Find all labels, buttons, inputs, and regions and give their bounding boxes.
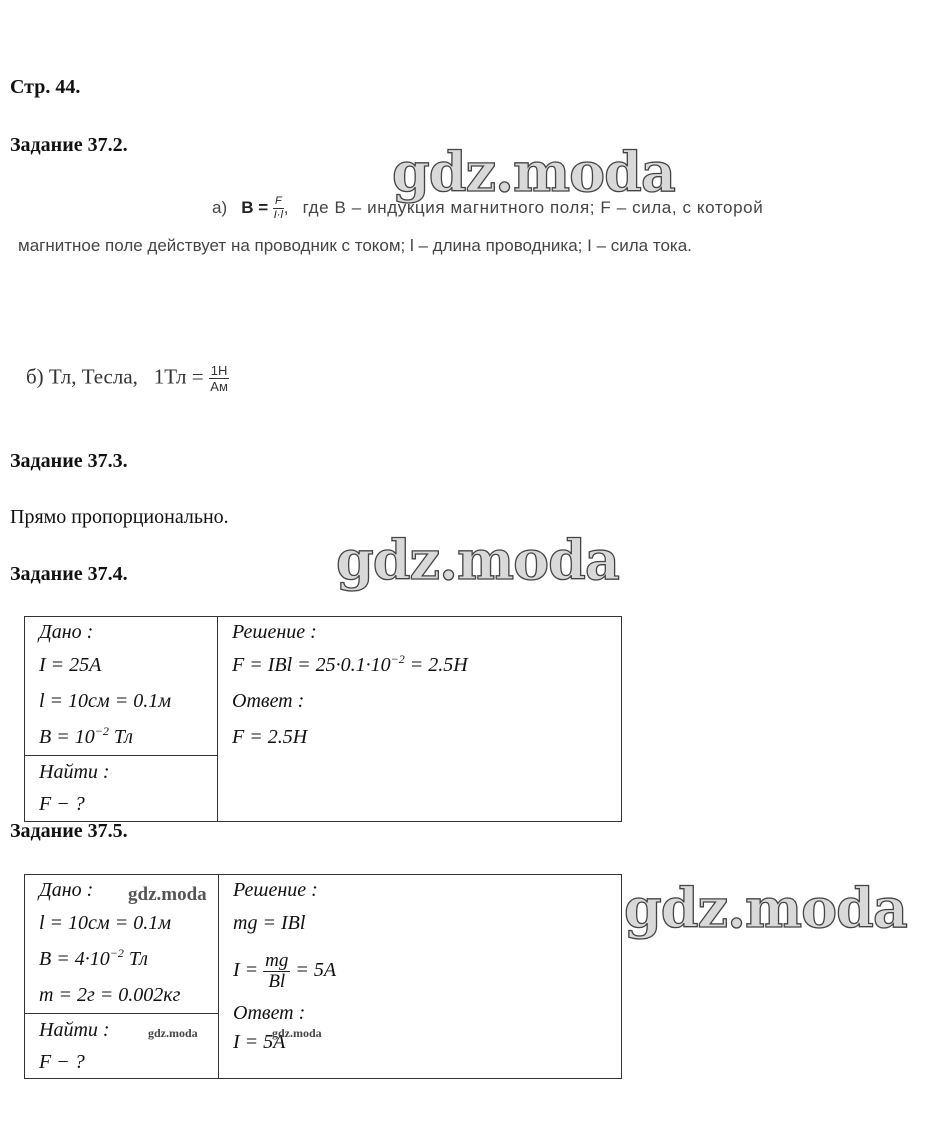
task-37-5-eq2-fraction: $\frac{mg}{Bl}$ — [265, 949, 289, 992]
task-37-5-solution-table — [24, 874, 622, 1079]
part-a-label: а) — [212, 197, 228, 217]
part-a-formula-fraction — [273, 196, 284, 221]
task-37-4-given-label: Дано : — [39, 621, 94, 643]
watermark-small-3: gdz.moda — [272, 1026, 322, 1040]
task-37-5-given-l: l = 10см = 0.1м — [39, 912, 171, 934]
page-header: Стр. 44. — [10, 76, 81, 98]
task-37-4-find: F − ? — [39, 793, 85, 815]
task-37-4-given-item: I = 25A — [39, 654, 102, 676]
part-a-formula-den: I·l — [273, 209, 283, 221]
task-37-5-given-label: Дано : — [39, 879, 94, 901]
task-37-5-solution-label: Решение : — [233, 879, 318, 901]
task-37-2-part-a: а) B = $\frac{F}{I\cdot l}$ , где B – индукция магнитного поля; F – сила, с которой — [212, 195, 764, 221]
task-37-4-answer: F = 2.5H — [232, 726, 308, 748]
part-b-formula-fraction — [209, 364, 230, 393]
task-37-5-solution-eq1: mg = IBl — [233, 912, 306, 934]
task-37-5-find-label: Найти : — [39, 1019, 110, 1041]
task-37-4-find-cell — [25, 756, 218, 822]
task-37-2-title: Задание 37.2. — [10, 134, 128, 156]
part-b-formula-lhs: 1Тл = — [153, 364, 204, 389]
task-37-4-answer-label: Ответ : — [232, 690, 305, 712]
task-37-3-title: Задание 37.3. — [10, 450, 128, 472]
task-37-5-solution-eq2: I = $\frac{mg}{Bl}$ = 5A — [233, 949, 337, 992]
part-b-formula-num: 1Н — [210, 363, 228, 378]
watermark-small-2: gdz.moda — [148, 1026, 198, 1040]
part-b-formula-den: Ам — [210, 379, 228, 394]
task-37-5-find: F − ? — [39, 1051, 85, 1073]
task-37-5-given-m: m = 2г = 0.002кг — [39, 984, 181, 1006]
task-37-5-answer-label: Ответ : — [233, 1002, 306, 1024]
task-37-4-given-cell — [25, 617, 218, 756]
task-37-5-find-cell — [25, 1014, 219, 1079]
part-a-text-line1: где B – индукция магнитного поля; F – сила, с которой — [302, 197, 764, 217]
task-37-4-solution-table — [24, 616, 622, 822]
part-a-formula-num: F — [274, 195, 282, 207]
task-37-4-given-b: $B = 10^{-2}$ Тл — [39, 724, 133, 748]
part-b-text: б) Тл, Тесла, — [26, 364, 138, 389]
task-37-4-solution-label: Решение : — [232, 621, 317, 643]
task-37-4-solution-eq: F = IBl = $25\cdot 0.1\cdot 10^{-2} = 2.5H$ — [232, 652, 468, 676]
task-37-5-title: Задание 37.5. — [10, 820, 128, 842]
task-37-5-answer: I = 5A — [233, 1031, 286, 1053]
task-37-4-solution-cell — [218, 617, 622, 822]
task-37-4-given-item: l = 10см = 0.1м — [39, 690, 171, 712]
watermark-1: gdz.moda — [392, 140, 675, 204]
part-a-formula-lhs: B = — [241, 197, 269, 217]
watermark-small-1: gdz.moda — [128, 884, 207, 905]
part-a-text-line2: магнитное поле действует на проводник с током; l – длина проводника; I – сила тока. — [18, 236, 692, 255]
task-37-3-answer: Прямо пропорционально. — [10, 506, 229, 528]
task-37-5-given-b: $B = 4\cdot 10^{-2}$ Тл — [39, 946, 148, 970]
task-37-2-part-b — [26, 364, 229, 393]
watermark-2: gdz.moda — [336, 528, 619, 592]
task-37-4-find-label: Найти : — [39, 761, 110, 783]
task-37-5-solution-cell — [219, 875, 622, 1079]
task-37-4-title: Задание 37.4. — [10, 563, 128, 585]
watermark-3: gdz.moda — [624, 876, 907, 940]
